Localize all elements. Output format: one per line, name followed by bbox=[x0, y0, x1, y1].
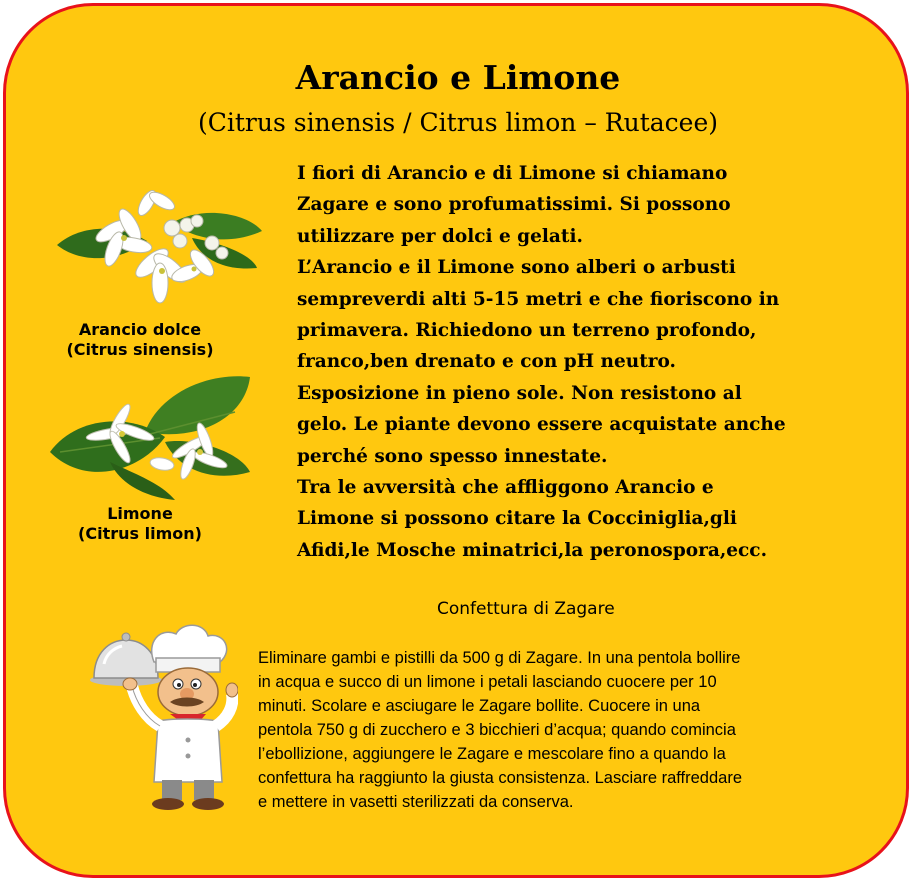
description-line: Limone si possono citare la Cocciniglia,gli bbox=[297, 508, 737, 530]
recipe-line: pentola 750 g di zucchero e 3 bicchieri d’acqua; quando comincia bbox=[258, 721, 736, 739]
description-line: I fiori di Arancio e di Limone si chiamano bbox=[297, 163, 728, 184]
description-text bbox=[297, 158, 857, 566]
plant-caption-lemon bbox=[40, 504, 240, 544]
page-subtitle: (Citrus sinensis / Citrus limon – Rutacee) bbox=[197, 108, 718, 137]
chef-icon bbox=[88, 622, 238, 812]
lemon-blossom-icon bbox=[50, 372, 255, 500]
plant-name: Arancio dolce bbox=[78, 320, 202, 339]
description-line: gelo. Le piante devono essere acquistate anche bbox=[297, 414, 786, 436]
description-line: primavera. Richiedono un terreno profondo, bbox=[297, 320, 757, 342]
description-line: Tra le avversità che affliggono Arancio e bbox=[297, 477, 714, 499]
description-line: franco,ben drenato e con pH neutro. bbox=[297, 351, 676, 373]
recipe-line: confettura ha raggiunto la giusta consistenza. Lasciare raffreddare bbox=[258, 769, 742, 787]
recipe-text bbox=[258, 646, 878, 814]
recipe-line: minuti. Scolare e asciugare le Zagare bollite. Cuocere in una bbox=[258, 697, 701, 715]
plant-latin-name: (Citrus limon) bbox=[78, 524, 202, 543]
description-line: Esposizione in pieno sole. Non resistono al bbox=[297, 382, 742, 404]
description-line: sempreverdi alti 5-15 metri e che fioriscono in bbox=[297, 288, 780, 310]
plant-latin-name: (Citrus sinensis) bbox=[66, 340, 214, 359]
plant-caption-orange bbox=[40, 320, 240, 360]
description-line: Zagare e sono profumatissimi. Si possono bbox=[297, 194, 731, 216]
recipe-line: in acqua e succo di un limone i petali lasciando cuocere per 10 bbox=[258, 673, 717, 691]
page-title: Arancio e Limone bbox=[295, 58, 621, 97]
recipe-line: e mettere in vasetti sterilizzati da conserva. bbox=[258, 793, 574, 811]
recipe-line: Eliminare gambi e pistilli da 500 g di Zagare. In una pentola bollire bbox=[258, 649, 741, 667]
description-line: utilizzare per dolci e gelati. bbox=[297, 225, 583, 247]
recipe-title: Confettura di Zagare bbox=[437, 599, 615, 619]
recipe-line: l’ebollizione, aggiungere le Zagare e mescolare fino a quando la bbox=[258, 745, 726, 763]
description-line: Afidi,le Mosche minatrici,la peronospora,ecc. bbox=[297, 539, 768, 561]
description-line: perché sono spesso innestate. bbox=[297, 445, 608, 467]
plant-name: Limone bbox=[107, 504, 173, 523]
description-line: L’Arancio e il Limone sono alberi o arbusti bbox=[297, 257, 736, 279]
orange-blossom-icon bbox=[52, 183, 262, 318]
